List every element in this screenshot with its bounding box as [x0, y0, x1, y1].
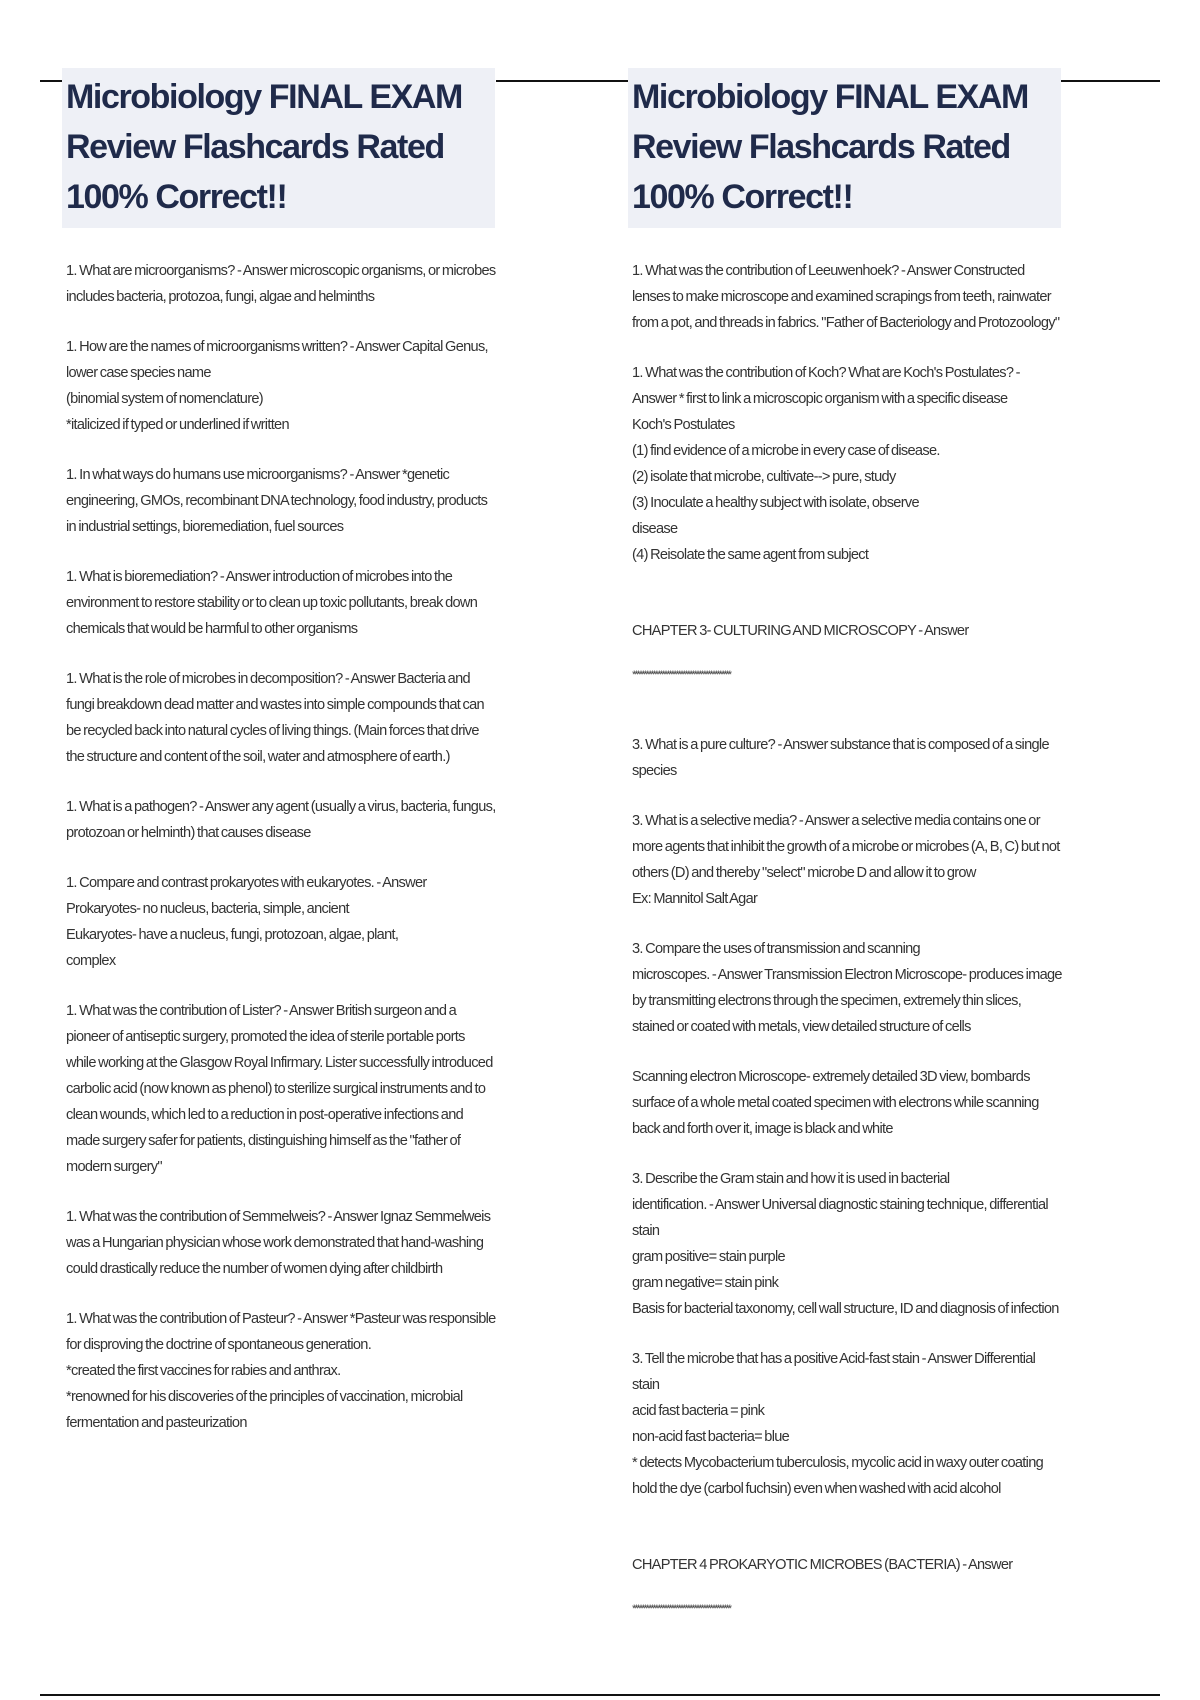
divider-stars: ******************************************* [632, 1603, 731, 1615]
page-title: Microbiology FINAL EXAM Review Flashcards Rated 100% Correct!! [628, 68, 1061, 228]
left-page-column [66, 68, 496, 1460]
header-rule-right [1060, 80, 1160, 82]
flashcard: 3. Describe the Gram stain and how it is used in bacterial identification. - Answer Universal diagnostic staining technique, differential stain gram positive= stain purple gram negative= stain pink Basis for bacterial taxonomy, cell wall structure, ID and diagnosis of infection [632, 1171, 1059, 1317]
flashcard: 1. What is a pathogen? - Answer any agent (usually a virus, bacteria, fungus, protozoan or helminth) that causes disease [66, 799, 496, 841]
flashcard: 3. Tell the microbe that has a positive Acid-fast stain - Answer Differential stain acid fast bacteria = pink non-acid fast bacteria= blue * detects Mycobacterium tuberculosis, mycolic acid in waxy outer coating hold the dye (carbol fuchsin) even when washed with acid alcohol [632, 1351, 1044, 1497]
chapter-heading-text: CHAPTER 4 PROKARYOTIC MICROBES (BACTERIA) - Answer [632, 1557, 1013, 1573]
page-title: Microbiology FINAL EXAM Review Flashcards Rated 100% Correct!! [62, 68, 495, 228]
chapter-heading [632, 1526, 1062, 1640]
flashcard: 3. Compare the uses of transmission and scanning microscopes. - Answer Transmission Electron Microscope- produces image by transmitting electrons through the specimen, extremely thin slices, stained or coated with metals, view detailed structure of cells [632, 941, 1062, 1035]
flashcard: 1. What is the role of microbes in decomposition? - Answer Bacteria and fungi breakdown dead matter and wastes into simple compounds that can be recycled back into natural cycles of living things. (Main forces that drive the structure and content of the soil, water and atmosphere of earth.) [66, 671, 484, 765]
flashcard: 1. What are microorganisms? - Answer microscopic organisms, or microbes includes bacteria, protozoa, fungi, algae and helminths [66, 263, 496, 305]
flashcard: 1. What was the contribution of Semmelweis? - Answer Ignaz Semmelweis was a Hungarian physician whose work demonstrated that hand-washing could drastically reduce the number of women dying after childbirth [66, 1209, 491, 1277]
footer-rule [40, 1694, 1160, 1696]
chapter-heading-text: CHAPTER 3- CULTURING AND MICROSCOPY - Answer [632, 623, 969, 639]
flashcard: 1. How are the names of microorganisms written? - Answer Capital Genus, lower case species name (binomial system of nomenclature) *italicized if typed or underlined if written [66, 339, 488, 433]
flashcard: 1. What was the contribution of Pasteur? - Answer *Pasteur was responsible for disproving the doctrine of spontaneous generation. *created the first vaccines for rabies and anthrax. *renowned for his discoveries of the principles of vaccination, microbial fermentation and pasteurization [66, 1311, 496, 1431]
divider-stars: ******************************************* [632, 669, 731, 681]
right-page-column [632, 68, 1062, 1664]
flashcard: 1. In what ways do humans use microorganisms? - Answer *genetic engineering, GMOs, recombinant DNA technology, food industry, products in industrial settings, bioremediation, fuel sources [66, 467, 488, 535]
flashcard: 1. What was the contribution of Leeuwenhoek? - Answer Constructed lenses to make microscope and examined scrapings from teeth, rainwater from a pot, and threads in fabrics. "Father of Bacteriology and Protozoology" [632, 263, 1060, 331]
flashcard: Scanning electron Microscope- extremely detailed 3D view, bombards surface of a whole metal coated specimen with electrons while scanning back and forth over it, image is black and white [632, 1069, 1039, 1137]
header-rule-middle [496, 80, 634, 82]
flashcard: 3. What is a pure culture? - Answer substance that is composed of a single species [632, 737, 1049, 779]
flashcard: 1. Compare and contrast prokaryotes with eukaryotes. - Answer Prokaryotes- no nucleus, bacteria, simple, ancient Eukaryotes- have a nucleus, fungi, protozoan, algae, plant, complex [66, 875, 427, 969]
flashcard: 1. What was the contribution of Lister? - Answer British surgeon and a pioneer of antiseptic surgery, promoted the idea of sterile portable ports while working at the Glasgow Royal Infirmary. Lister successfully introduced carbolic acid (now known as phenol) to sterilize surgical instruments and to clean wounds, which led to a reduction in post-operative infections and made surgery safer for patients, distinguishing himself as the "father of modern surgery" [66, 1003, 493, 1175]
flashcard: 3. What is a selective media? - Answer a selective media contains one or more agents that inhibit the growth of a microbe or microbes (A, B, C) but not others (D) and thereby "select" microbe D and allow it to grow Ex: Mannitol Salt Agar [632, 813, 1060, 907]
chapter-heading [632, 592, 1062, 706]
flashcard: 1. What is bioremediation? - Answer introduction of microbes into the environment to restore stability or to clean up toxic pollutants, break down chemicals that would be harmful to other organisms [66, 569, 478, 637]
flashcard: 1. What was the contribution of Koch? What are Koch's Postulates? - Answer * first to link a microscopic organism with a specific disease Koch's Postulates (1) find evidence of a microbe in every case of disease. (2) isolate that microbe, cultivate--> pure, study (3) Inoculate a healthy subject with isolate, observe disease (4) Reisolate the same agent from subject [632, 365, 1020, 563]
